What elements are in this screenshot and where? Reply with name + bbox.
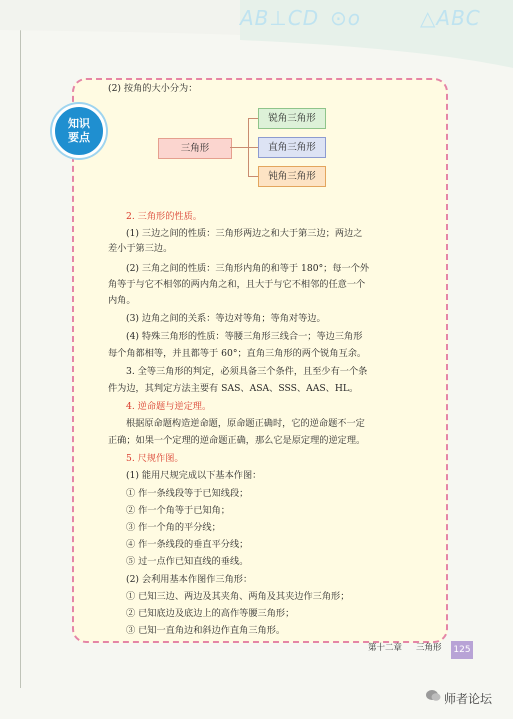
section-heading-3: 3. 全等三角形的判定，必须具备三个条件，且至少有一个条	[126, 366, 368, 377]
chat-bubble-icon	[425, 689, 441, 703]
diagram-child-obtuse: 钝角三角形	[258, 166, 326, 187]
text-line: (2) 会利用基本作图作三角形：	[126, 574, 253, 585]
section-heading-2: 2. 三角形的性质。	[126, 211, 202, 222]
knowledge-points-badge	[52, 104, 106, 158]
list-item: ① 已知三边、两边及其夹角、两角及其夹边作三角形；	[126, 591, 350, 602]
list-item: ⑤ 过一点作已知直线的垂线。	[126, 556, 249, 567]
diagram-connector	[248, 118, 258, 119]
diagram-root: 三角形	[158, 138, 232, 159]
text-line: 件为边，其判定方法主要有 SAS、ASA、SSS、AAS、HL。	[108, 383, 359, 394]
list-item: ② 已知底边及底边上的高作等腰三角形；	[126, 608, 295, 619]
list-item: ③ 已知一直角边和斜边作直角三角形。	[126, 625, 286, 636]
header-deco-triangle: △ABC	[420, 6, 481, 30]
badge-line-1: 知识	[68, 117, 90, 130]
text-line: 每个角都相等，并且都等于 60°；直角三角形的两个锐角互余。	[108, 348, 367, 359]
text-line: 根据原命题构造逆命题，原命题正确时，它的逆命题不一定	[126, 418, 365, 429]
diagram-child-right: 直角三角形	[258, 137, 326, 158]
text-line: 差小于第三边。	[108, 243, 173, 254]
section-heading-5: 5. 尺规作图。	[126, 453, 184, 464]
page-number: 125	[451, 641, 473, 659]
text-line: 内角。	[108, 295, 136, 306]
text-line: 正确；如果一个定理的逆命题正确，那么它是原定理的逆定理。	[108, 435, 366, 446]
list-item: ② 作一个角等于已知角；	[126, 505, 230, 516]
header-deco-circle: ⊙o	[330, 6, 361, 30]
diagram-connector	[248, 147, 258, 148]
diagram-connector	[230, 147, 248, 148]
list-item: ④ 作一条线段的垂直平分线；	[126, 539, 249, 550]
text-line: (3) 边角之间的关系：等边对等角；等角对等边。	[126, 313, 326, 324]
list-item: ① 作一条线段等于已知线段；	[126, 488, 249, 499]
text-line: 角等于与它不相邻的两内角之和，且大于与它不相邻的任意一个	[108, 279, 366, 290]
diagram-connector	[248, 176, 258, 177]
header-deco-perpendicular: AB⊥CD	[240, 6, 320, 30]
text-line: (4) 特殊三角形的性质：等腰三角形三线合一；等边三角形	[126, 331, 363, 342]
text-line: (2) 三角之间的性质：三角形内角的和等于 180°；每一个外	[126, 263, 370, 274]
footer-chapter: 第十二章	[368, 643, 403, 653]
badge-line-2: 要点	[68, 131, 90, 144]
list-item: ③ 作一个角的平分线；	[126, 522, 221, 533]
diagram-child-acute: 锐角三角形	[258, 108, 326, 129]
text-line: (1) 三边之间的性质：三角形两边之和大于第三边；两边之	[126, 228, 363, 239]
footer-chapter-title: 三角形	[416, 643, 442, 653]
text-line: (1) 能用尺规完成以下基本作图：	[126, 470, 262, 481]
section-heading-4: 4. 逆命题与逆定理。	[126, 401, 212, 412]
text-line: (2) 按角的大小分为：	[108, 83, 198, 94]
page-border	[20, 20, 21, 688]
watermark-text: 师者论坛	[444, 692, 493, 706]
